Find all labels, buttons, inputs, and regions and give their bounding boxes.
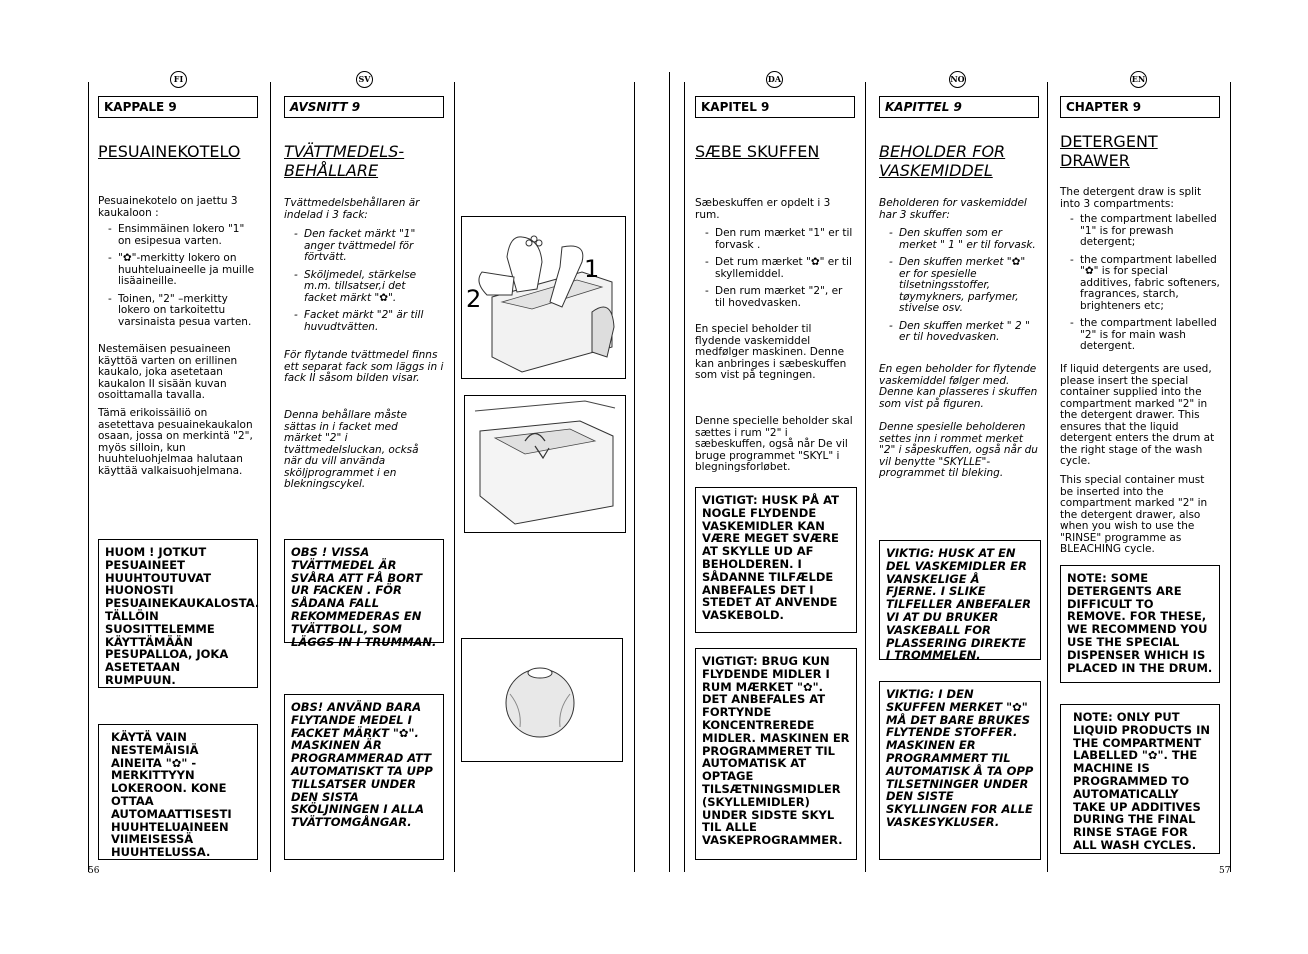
language-badge-no: NO [949, 71, 966, 88]
warning-box: VIGTIGT: HUSK PÅ AT NOGLE FLYDENDE VASKEMIDLER KAN VÆRE MEGET SVÆRE AT SKYLLE UD AF BEHOLDEREN. I SÅDANNE TILFÆLDE ANBEFALES DET I STEDET AT ANVENDE VASKEBOLD. [695, 487, 857, 633]
intro-text: The detergent draw is split into 3 compartments: [1060, 186, 1202, 210]
column-fi [98, 96, 258, 477]
compartment-label-2: 2 [466, 285, 482, 313]
language-badge-da: DA [766, 71, 783, 88]
column-rule [454, 82, 455, 872]
compartment-list [879, 228, 1039, 350]
column-rule [634, 82, 635, 872]
list-item: - Den rum mærket "1" er til forvask . [695, 228, 855, 251]
chapter-heading: CHAPTER 9 [1060, 96, 1220, 118]
section-title: TVÄTTMEDELS- BEHÅLLARE [284, 142, 405, 180]
warning-box: VIGTIGT: BRUG KUN FLYDENDE MIDLER I RUM MÆRKET "✿". DET ANBEFALES AT FORTYNDE KONCENTREREDE MIDLER. MASKINEN ER PROGRAMMERET TIL AUTOMATISK AT OPTAGE TILSÆTNINGSMIDLER (SKYLLEMIDLER) UNDER SIDSTE SKYL TIL ALLE VASKEPROGRAMMER. [695, 648, 857, 860]
column-sv [284, 96, 444, 490]
section-title: BEHOLDER FOR VASKEMIDDEL [879, 142, 1006, 180]
list-item: - Den skuffen merket "✿" er for spesielle tilsetningsstoffer, tøymykners, parfymer, stivelse osv. [879, 257, 1039, 315]
figure-pouring-detergent [461, 216, 626, 379]
page-number-left: 56 [88, 866, 100, 876]
list-item: - Den skuffen som er merket " 1 " er til forvask. [879, 228, 1039, 251]
paragraph: En speciel beholder til flydende vaskemiddel medfølger maskinen. Denne kan anbringes i sæbeskuffen som vist på tegningen. [695, 323, 847, 381]
warning-box: NOTE: ONLY PUT LIQUID PRODUCTS IN THE COMPARTMENT LABELLED "✿". THE MACHINE IS PROGRAMMED TO AUTOMATICALLY TAKE UP ADDITIVES DURING THE FINAL RINSE STAGE FOR ALL WASH CYCLES. [1060, 704, 1220, 854]
paragraph: Tämä erikoissäiliö on asetettava pesuainekaukalon osaan, jossa on merkintä "2", myös silloin, kun huuhteluohjelmaa halutaan käyttää valkaisuohjelmana. [98, 407, 253, 477]
intro-text: Beholderen for vaskemiddel har 3 skuffer: [879, 197, 1027, 221]
language-badge-en: EN [1130, 71, 1147, 88]
intro-text: Sæbeskuffen er opdelt i 3 rum. [695, 197, 831, 221]
detergent-drawer-illustration [462, 217, 624, 377]
language-badge-sv: SV [356, 71, 373, 88]
column-rule [1230, 82, 1231, 872]
list-item: - the compartment labelled "2" is for main wash detergent. [1060, 318, 1220, 353]
warning-box: OBS! ANVÄND BARA FLYTANDE MEDEL I FACKET MÄRKT "✿". MASKINEN ÄR PROGRAMMERAD ATT AUTOMATISKT TA UPP TILLSATSER UNDER DEN SISTA SKÖLJNINGEN I ALLA TVÄTTOMGÅNGAR. [284, 694, 444, 860]
figure-liquid-container [464, 395, 626, 533]
section-title: DETERGENT DRAWER [1060, 132, 1158, 170]
column-da [695, 96, 855, 473]
chapter-heading: KAPITEL 9 [695, 96, 855, 118]
paragraph: Nestemäisen pesuaineen käyttöä varten on erillinen kaukalo, joka asetetaan kaukalon II sisään kuvan osoittamalla tavalla. [98, 343, 238, 401]
compartment-list [284, 229, 434, 339]
chapter-heading: AVSNITT 9 [284, 96, 444, 118]
column-rule [270, 82, 271, 872]
page-number-right: 57 [1219, 866, 1231, 876]
warning-box: KÄYTÄ VAIN NESTEMÄISIÄ AINEITA "✿" -MERKITTYYN LOKEROON. KONE OTTAA AUTOMAATTISESTI HUUHTELUAINEEN VIIMEISESSÄ HUUHTELUSSA. [98, 724, 258, 860]
compartment-list [695, 228, 855, 315]
paragraph: Denne specielle beholder skal sættes i rum "2" i sæbeskuffen, også når De vil bruge programmet "SKYL" i blegningsforløbet. [695, 415, 853, 473]
paragraph: This special container must be inserted into the compartment marked "2" in the detergent drawer, also when you wish to use the "RINSE" programme as BLEACHING cycle. [1060, 474, 1208, 555]
warning-box: VIKTIG: HUSK AT EN DEL VASKEMIDLER ER VANSKELIGE Å FJERNE. I SLIKE TILFELLER ANBEFALER VI AT DU BRUKER VASKEBALL FOR PLASSERING DIREKTE I TROMMELEN. [879, 540, 1041, 660]
chapter-heading: KAPITTEL 9 [879, 96, 1039, 118]
column-rule [684, 82, 685, 872]
language-badge-fi: FI [170, 71, 187, 88]
section-title: SÆBE SKUFFEN [695, 142, 820, 161]
list-item: - Toinen, "2" –merkitty lokero on tarkoitettu varsinaista pesua varten. [98, 294, 258, 329]
page-gutter [669, 72, 670, 872]
intro-text: Tvättmedelsbehållaren är indelad i 3 fack: [284, 197, 420, 221]
warning-box: NOTE: SOME DETERGENTS ARE DIFFICULT TO REMOVE. FOR THESE, WE RECOMMEND YOU USE THE SPECIAL DISPENSER WHICH IS PLACED IN THE DRUM. [1060, 565, 1220, 683]
compartment-list [98, 224, 258, 334]
list-item: - Den facket märkt "1" anger tvättmedel för förtvätt. [284, 229, 434, 264]
compartment-list [1060, 214, 1220, 359]
column-en [1060, 96, 1220, 555]
paragraph: En egen beholder for flytende vaskemiddel følger med. Denne kan plasseres i skuffen som vist på figuren. [879, 363, 1038, 410]
list-item: - the compartment labelled "1" is for prewash detergent; [1060, 214, 1220, 249]
warning-box: OBS ! VISSA TVÄTTMEDEL ÄR SVÅRA ATT FÅ BORT UR FACKEN . FÖR SÅDANA FALL REKOMMEDERAS EN TVÄTTBOLL, SOM LÄGGS IN I TRUMMAN. [284, 539, 444, 643]
paragraph: Denne spesielle beholderen settes inn i rommet merket "2" i såpeskuffen, også når du vil benytte "SKYLLE"-programmet til bleking. [879, 421, 1038, 479]
list-item: - "✿"-merkitty lokero on huuhteluaineelle ja muille lisäaineille. [98, 253, 258, 288]
list-item: - Facket märkt "2" är till huvudtvätten. [284, 310, 434, 333]
section-title: PESUAINEKOTELO [98, 142, 241, 161]
column-rule [865, 82, 866, 872]
paragraph: Denna behållare måste sättas in i facket med märket "2" i tvättmedelsluckan, också när du vill använda sköljprogrammet i en blekningscykel. [284, 409, 419, 490]
list-item: - Den skuffen merket " 2 " er til hovedvasken. [879, 321, 1039, 344]
list-item: - Sköljmedel, stärkelse m.m. tillsatser,i det facket märkt "✿". [284, 270, 434, 305]
list-item: - the compartment labelled "✿" is for special additives, fabric softeners, fragrances, starch, brighteners etc; [1060, 255, 1220, 313]
paragraph: If liquid detergents are used, please insert the special container supplied into the compartment marked "2" in the detergent drawer. This ensures that the liquid detergent enters the drum at the right stage of the wash cycle. [1060, 363, 1215, 467]
column-rule [1047, 82, 1048, 872]
intro-text: Pesuainekotelo on jaettu 3 kaukaloon : [98, 195, 238, 219]
figure-dispensing-ball [461, 638, 623, 762]
list-item: - Ensimmäinen lokero "1" on esipesua varten. [98, 224, 258, 247]
compartment-label-1: 1 [584, 255, 600, 283]
dispensing-ball-icon [462, 639, 620, 759]
list-item: - Det rum mærket "✿" er til skyllemiddel. [695, 257, 855, 280]
column-no [879, 96, 1039, 479]
paragraph: För flytande tvättmedel finns ett separat fack som läggs in i fack II såsom bilden visar. [284, 349, 444, 384]
warning-box: HUOM ! JOTKUT PESUAINEET HUUHTOUTUVAT HUONOSTI PESUAINEKAUKALOSTA. TÄLLÖIN SUOSITTELEMME KÄYTTÄMÄÄN PESUPALLOA, JOKA ASETETAAN RUMPUUN. [98, 539, 258, 688]
chapter-heading: KAPPALE 9 [98, 96, 258, 118]
warning-box: VIKTIG: I DEN SKUFFEN MERKET "✿" MÅ DET BARE BRUKES FLYTENDE STOFFER. MASKINEN ER PROGRAMMERT TIL AUTOMATISK Å TA OPP TILSETNINGER UNDER DEN SISTE SKYLLINGEN FOR ALLE VASKESYKLUSER. [879, 681, 1041, 860]
list-item: - Den rum mærket "2", er til hovedvasken. [695, 286, 855, 309]
liquid-container-illustration [465, 396, 623, 530]
column-rule [88, 82, 89, 872]
